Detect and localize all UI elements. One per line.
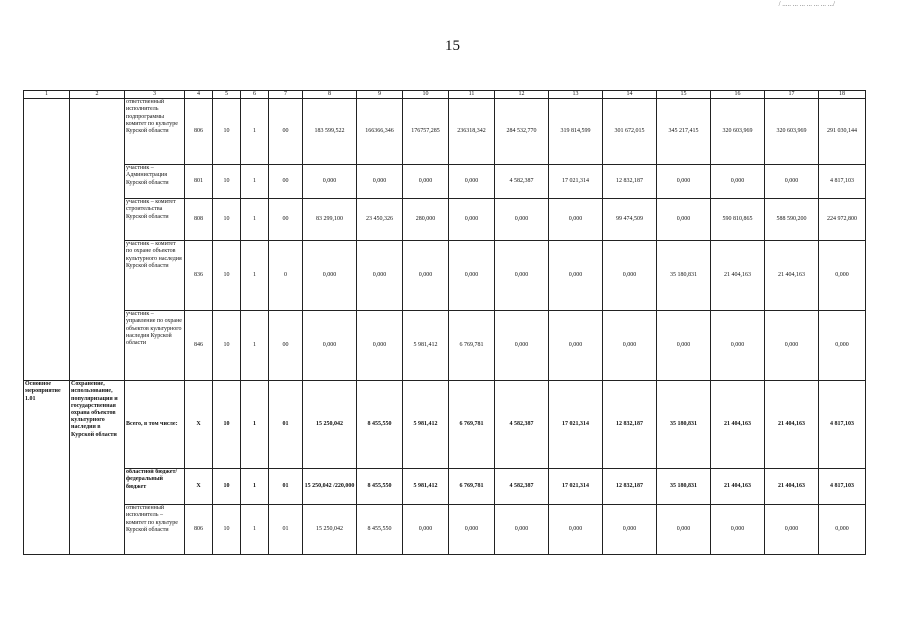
measure-description-cell: Сохранение, использование, популяризация и государственная охрана объектов культурного наследия в Курской области: [70, 381, 125, 555]
value-cell: 0,000: [711, 505, 765, 555]
value-cell: 0,000: [357, 311, 403, 381]
value-cell: 10: [213, 505, 241, 555]
value-cell: 17 021,314: [549, 381, 603, 469]
table-row: [24, 505, 866, 555]
value-cell: 0,000: [657, 199, 711, 241]
page-number: 15: [445, 38, 460, 54]
value-cell: 1: [241, 165, 269, 199]
value-cell: 0,000: [657, 311, 711, 381]
value-cell: 10: [213, 99, 241, 165]
value-cell: 12 832,187: [603, 165, 657, 199]
value-cell: 224 972,800: [819, 199, 866, 241]
value-cell: 0,000: [357, 165, 403, 199]
value-cell: 0,000: [303, 311, 357, 381]
value-cell: 0,000: [449, 199, 495, 241]
table-row-total: [24, 381, 866, 469]
value-cell: 00: [269, 99, 303, 165]
header-cell: 7: [269, 91, 303, 99]
value-cell: 35 180,831: [657, 241, 711, 311]
value-cell: 12 832,187: [603, 469, 657, 505]
value-cell: 6 769,781: [449, 469, 495, 505]
executor-cell: областной бюджет/ федеральный бюджет: [125, 469, 185, 505]
header-cell: 12: [495, 91, 549, 99]
value-cell: 320 603,969: [765, 99, 819, 165]
value-cell: 10: [213, 311, 241, 381]
executor-cell: ответственный исполнитель подпрограммы комитет по культуре Курской области: [125, 99, 185, 165]
value-cell: 00: [269, 311, 303, 381]
value-cell: 17 021,314: [549, 469, 603, 505]
value-cell: 4 817,103: [819, 469, 866, 505]
header-cell: 17: [765, 91, 819, 99]
value-cell: 8 455,550: [357, 505, 403, 555]
header-cell: 4: [185, 91, 213, 99]
value-cell: 21 404,163: [765, 381, 819, 469]
value-cell: 808: [185, 199, 213, 241]
value-cell: 806: [185, 505, 213, 555]
value-cell: 0,000: [711, 311, 765, 381]
value-cell: 0,000: [765, 165, 819, 199]
value-cell: 0,000: [449, 165, 495, 199]
value-cell: 5 981,412: [403, 469, 449, 505]
value-cell: 21 404,163: [765, 469, 819, 505]
value-cell: 0,000: [549, 241, 603, 311]
value-cell: 0,000: [449, 505, 495, 555]
value-cell: 0,000: [403, 505, 449, 555]
value-cell: 01: [269, 381, 303, 469]
executor-cell: участник – управление по охране объектов культурного наследия Курской области: [125, 311, 185, 381]
value-cell: 8 455,550: [357, 381, 403, 469]
header-cell: 3: [125, 91, 185, 99]
value-cell: 0,000: [549, 505, 603, 555]
top-margin-mark: / ..... ... ... ... ... ... .../: [778, 0, 835, 8]
header-cell: 10: [403, 91, 449, 99]
value-cell: 590 810,865: [711, 199, 765, 241]
value-cell: 15 250,042: [303, 381, 357, 469]
value-cell: 291 030,144: [819, 99, 866, 165]
table-row: [24, 199, 866, 241]
value-cell: 1: [241, 99, 269, 165]
value-cell: 0,000: [549, 199, 603, 241]
header-row: [24, 91, 866, 99]
value-cell: 0,000: [303, 241, 357, 311]
value-cell: 15 250,042: [303, 505, 357, 555]
value-cell: 0,000: [303, 165, 357, 199]
value-cell: 21 404,163: [711, 381, 765, 469]
value-cell: 01: [269, 469, 303, 505]
value-cell: 10: [213, 199, 241, 241]
value-cell: 0,000: [403, 241, 449, 311]
header-cell: 5: [213, 91, 241, 99]
value-cell: 0,000: [603, 311, 657, 381]
executor-cell: ответственный исполнитель – комитет по культуре Курской области: [125, 505, 185, 555]
value-cell: 10: [213, 241, 241, 311]
executor-cell: участник – комитет по охране объектов культурного наследия Курской области: [125, 241, 185, 311]
value-cell: 0,000: [495, 199, 549, 241]
value-cell: 801: [185, 165, 213, 199]
value-cell: 0,000: [495, 241, 549, 311]
value-cell: 10: [213, 469, 241, 505]
value-cell: 280,000: [403, 199, 449, 241]
value-cell: 0,000: [357, 241, 403, 311]
value-cell: 0,000: [657, 165, 711, 199]
value-cell: 99 474,509: [603, 199, 657, 241]
value-cell: 6 769,781: [449, 381, 495, 469]
value-cell: 21 404,163: [711, 469, 765, 505]
value-cell: 320 603,969: [711, 99, 765, 165]
value-cell: 23 450,326: [357, 199, 403, 241]
empty-cell-col2: [70, 99, 125, 381]
value-cell: 183 599,522: [303, 99, 357, 165]
value-cell: 166366,346: [357, 99, 403, 165]
value-cell: 8 455,550: [357, 469, 403, 505]
header-cell: 2: [70, 91, 125, 99]
value-cell: 4 582,387: [495, 381, 549, 469]
value-cell: 00: [269, 165, 303, 199]
value-cell: 10: [213, 381, 241, 469]
value-cell: 0,000: [765, 311, 819, 381]
measure-title-cell: Основное мероприятие 1.01: [24, 381, 70, 555]
empty-cell-col1: [24, 99, 70, 381]
value-cell: 836: [185, 241, 213, 311]
value-cell: 284 532,770: [495, 99, 549, 165]
table-row: [24, 311, 866, 381]
value-cell: 01: [269, 505, 303, 555]
executor-cell: участник – комитет строительства Курской области: [125, 199, 185, 241]
value-cell: 0,000: [549, 311, 603, 381]
value-cell: 236318,342: [449, 99, 495, 165]
value-cell: 0,000: [449, 241, 495, 311]
header-cell: 13: [549, 91, 603, 99]
executor-cell: участник – Администрация Курской области: [125, 165, 185, 199]
value-cell: 4 582,387: [495, 469, 549, 505]
value-cell: 0,000: [657, 505, 711, 555]
value-cell: 15 250,042 /220,000: [303, 469, 357, 505]
value-cell: 0,000: [495, 311, 549, 381]
table-row-budget: [24, 469, 866, 505]
header-cell: 6: [241, 91, 269, 99]
value-cell: 176757,285: [403, 99, 449, 165]
header-cell: 1: [24, 91, 70, 99]
value-cell: 301 672,015: [603, 99, 657, 165]
value-cell: 0,000: [819, 505, 866, 555]
value-cell: 846: [185, 311, 213, 381]
header-cell: 16: [711, 91, 765, 99]
header-cell: 18: [819, 91, 866, 99]
value-cell: Х: [185, 381, 213, 469]
value-cell: 806: [185, 99, 213, 165]
header-cell: 8: [303, 91, 357, 99]
value-cell: 0,000: [603, 505, 657, 555]
value-cell: 0,000: [603, 241, 657, 311]
value-cell: 0,000: [819, 241, 866, 311]
value-cell: 00: [269, 199, 303, 241]
value-cell: 0: [269, 241, 303, 311]
value-cell: 4 817,103: [819, 165, 866, 199]
table-row: [24, 241, 866, 311]
value-cell: 21 404,163: [711, 241, 765, 311]
value-cell: 83 299,100: [303, 199, 357, 241]
value-cell: 319 814,599: [549, 99, 603, 165]
table-row: [24, 165, 866, 199]
value-cell: 35 180,831: [657, 381, 711, 469]
value-cell: 21 404,163: [765, 241, 819, 311]
value-cell: 1: [241, 505, 269, 555]
value-cell: Х: [185, 469, 213, 505]
value-cell: 35 180,831: [657, 469, 711, 505]
executor-cell: Всего, в том числе:: [125, 381, 185, 469]
value-cell: 5 981,412: [403, 311, 449, 381]
value-cell: 1: [241, 469, 269, 505]
value-cell: 5 981,412: [403, 381, 449, 469]
value-cell: 0,000: [711, 165, 765, 199]
header-cell: 14: [603, 91, 657, 99]
header-cell: 9: [357, 91, 403, 99]
header-cell: 11: [449, 91, 495, 99]
value-cell: 345 217,415: [657, 99, 711, 165]
value-cell: 6 769,781: [449, 311, 495, 381]
value-cell: 1: [241, 199, 269, 241]
value-cell: 12 832,187: [603, 381, 657, 469]
value-cell: 4 817,103: [819, 381, 866, 469]
value-cell: 4 582,387: [495, 165, 549, 199]
value-cell: 588 590,200: [765, 199, 819, 241]
value-cell: 0,000: [819, 311, 866, 381]
value-cell: 0,000: [765, 505, 819, 555]
value-cell: 0,000: [495, 505, 549, 555]
value-cell: 17 021,314: [549, 165, 603, 199]
table-row: [24, 99, 866, 165]
value-cell: 0,000: [403, 165, 449, 199]
value-cell: 10: [213, 165, 241, 199]
header-cell: 15: [657, 91, 711, 99]
value-cell: 1: [241, 241, 269, 311]
value-cell: 1: [241, 311, 269, 381]
value-cell: 1: [241, 381, 269, 469]
budget-table: [23, 90, 866, 555]
